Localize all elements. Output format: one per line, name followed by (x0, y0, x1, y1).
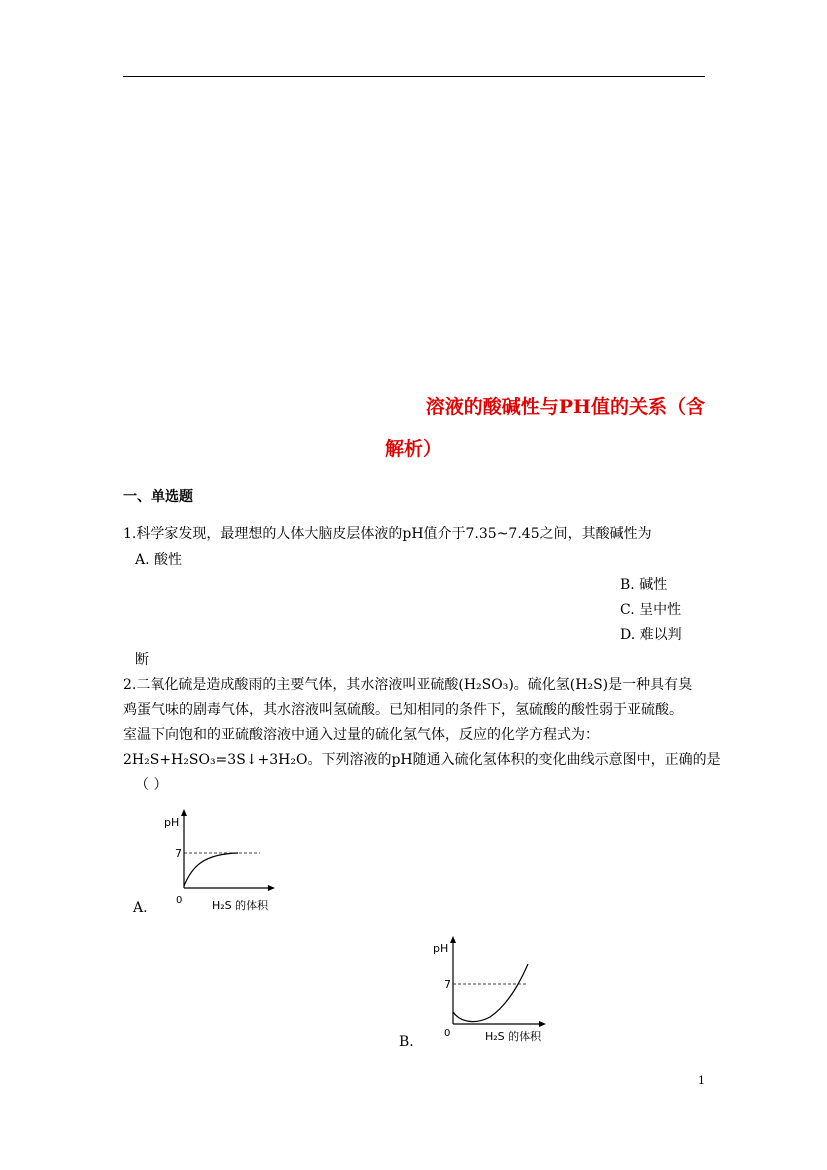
q1-stem: 1.科学家发现，最理想的人体大脑皮层体液的pH值介于7.35~7.45之间，其酸碱性为 (123, 526, 652, 542)
q1-option-a: A. 酸性 (135, 552, 183, 568)
q1-option-b: B. 碱性 (620, 577, 668, 593)
title-line-1: 溶液的酸碱性与PH值的关系（含 (425, 396, 705, 418)
header-rule (123, 76, 705, 77)
q2-line-2: 鸡蛋气味的剧毒气体，其水溶液叫氢硫酸。已知相同的条件下，氢硫酸的酸性弱于亚硫酸。 (123, 702, 683, 718)
graph-a-y-arrow (181, 809, 187, 816)
q1-wrap-text: 断 (135, 652, 149, 668)
graph-b-origin: 0 (444, 1028, 451, 1039)
graph-b-y-arrow (450, 936, 456, 943)
q2-answer-blank: （ ） (135, 777, 168, 793)
q2-line-1: 2.二氧化硫是造成酸雨的主要气体，其水溶液叫亚硫酸(H₂SO₃)。硫化氢(H₂S)是一种具有臭 (123, 677, 693, 693)
graph-a-x-arrow (268, 885, 275, 891)
graph-b-y-tick: 7 (444, 978, 451, 991)
section-heading: 一、单选题 (123, 489, 193, 505)
q2-line-4: 2H₂S+H₂SO₃=3S↓+3H₂O。下列溶液的pH随通入硫化氢体积的变化曲线示意图中，正确的是 (123, 752, 721, 768)
q2-option-b-label: B. (399, 1034, 414, 1050)
graph-b (430, 932, 550, 1044)
graph-a-curve (184, 853, 238, 886)
graph-a-x-label: H₂S 的体积 (212, 899, 269, 912)
graph-b-curve (453, 964, 528, 1022)
graph-b-y-label: pH (433, 942, 449, 955)
q1-option-d: D. 难以判 (620, 627, 682, 643)
graph-a-y-label: pH (164, 816, 180, 829)
q2-line-3: 室温下向饱和的亚硫酸溶液中通入过量的硫化氢气体，反应的化学方程式为： (123, 727, 599, 743)
q2-option-a-label: A. (133, 900, 148, 916)
graph-b-x-label: H₂S 的体积 (485, 1030, 542, 1043)
title-line-2: 解析） (385, 438, 443, 460)
graph-a-y-tick: 7 (175, 847, 182, 860)
graph-b-x-arrow (539, 1021, 546, 1027)
graph-a (160, 808, 280, 916)
q1-option-c: C. 呈中性 (620, 602, 682, 618)
page-number: 1 (698, 1074, 705, 1087)
graph-a-origin: 0 (176, 895, 183, 906)
